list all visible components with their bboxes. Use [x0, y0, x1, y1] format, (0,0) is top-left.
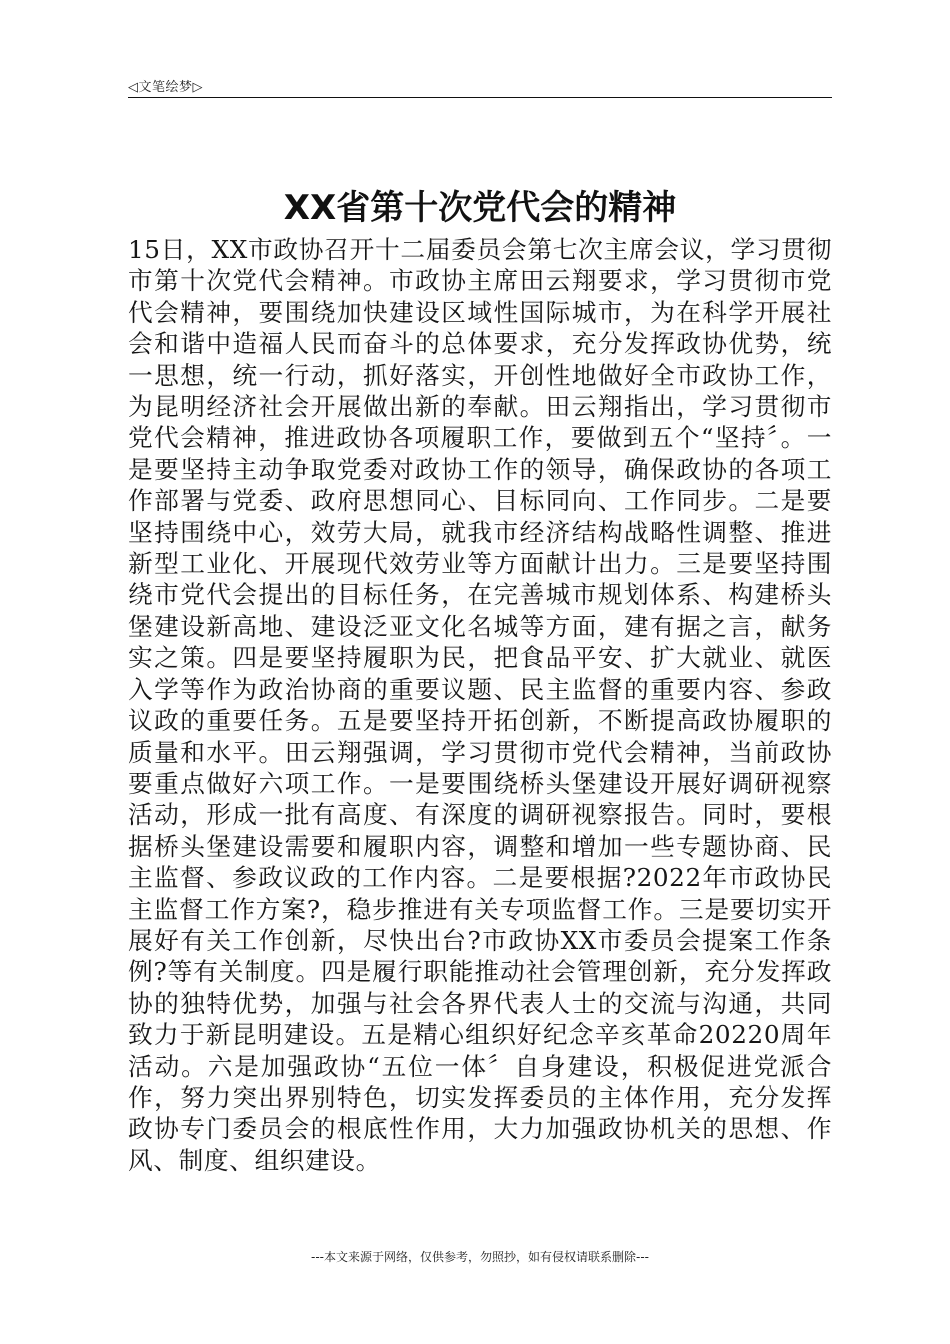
- header-divider: [128, 97, 832, 98]
- document-body: 15日，XX市政协召开十二届委员会第七次主席会议，学习贯彻市第十次党代会精神。市政协主席田云翔要求，学习贯彻市党代会精神，要围绕加快建设区域性国际城市，为在科学开展社会和谐中造福人民而奋斗的总体要求，充分发挥政协优势，统一思想，统一行动，抓好落实，开创性地做好全市政协工作，为昆明经济社会开展做出新的奉献。田云翔指出，学习贯彻市党代会精神，推进政协各项履职工作，要做到五个“坚持〞。一是要坚持主动争取党委对政协工作的领导，确保政协的各项工作部署与党委、政府思想同心、目标同向、工作同步。二是要坚持围绕中心，效劳大局，就我市经济结构战略性调整、推进新型工业化、开展现代效劳业等方面献计出力。三是要坚持围绕市党代会提出的目标任务，在完善城市规划体系、构建桥头堡建设新高地、建设泛亚文化名城等方面，建有据之言，献务实之策。四是要坚持履职为民，把食品平安、扩大就业、就医入学等作为政治协商的重要议题、民主监督的重要内容、参政议政的重要任务。五是要坚持开拓创新，不断提高政协履职的质量和水平。田云翔强调，学习贯彻市党代会精神，当前政协要重点做好六项工作。一是要围绕桥头堡建设开展好调研视察活动，形成一批有高度、有深度的调研视察报告。同时，要根据桥头堡建设需要和履职内容，调整和增加一些专题协商、民主监督、参政议政的工作内容。二是要根据?2022年市政协民主监督工作方案?，稳步推进有关专项监督工作。三是要切实开展好有关工作创新，尽快出台?市政协XX市委员会提案工作条例?等有关制度。四是履行职能推动社会管理创新，充分发挥政协的独特优势，加强与社会各界代表人士的交流与沟通，共同致力于新昆明建设。五是精心组织好纪念辛亥革命20220周年活动。六是加强政协“五位一体〞自身建设，积极促进党派合作，努力突出界别特色，切实发挥委员的主体作用，充分发挥政协专门委员会的根底性作用，大力加强政协机关的思想、作风、制度、组织建设。: [128, 235, 832, 1175]
- page-header: ◁文笔绘梦▷: [128, 80, 203, 95]
- page-footer: ---本文来源于网络，仅供参考，勿照抄，如有侵权请联系删除---: [311, 1250, 649, 1264]
- document-title: XX省第十次党代会的精神: [283, 188, 677, 228]
